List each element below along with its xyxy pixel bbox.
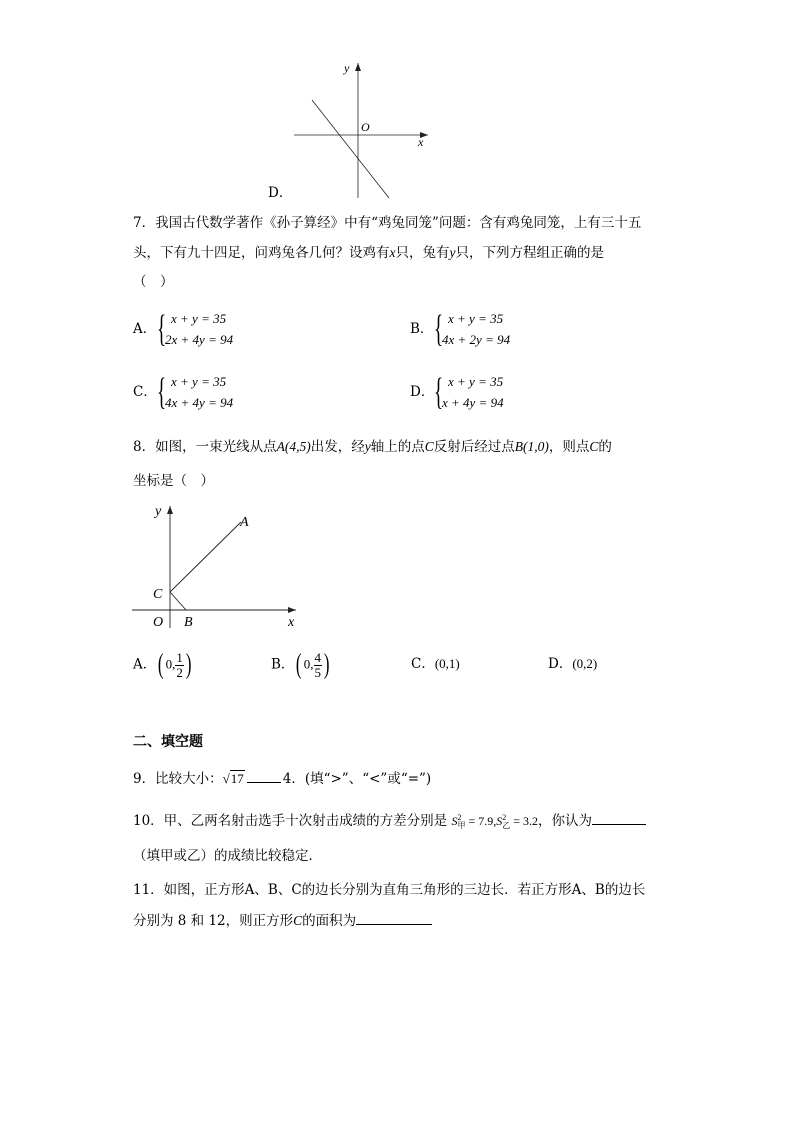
s-symbol: S	[451, 814, 458, 828]
equation-2: 4x + 4y = 94	[165, 395, 234, 410]
coord-x: 0,	[165, 656, 176, 672]
point-c: C	[424, 439, 434, 454]
right-paren: )	[323, 649, 330, 680]
equation-1: x + y = 35	[448, 311, 504, 326]
graph-line	[312, 100, 389, 198]
y-axis-arrow	[167, 506, 173, 514]
figure-d	[268, 58, 438, 203]
point-b: B(1,0)	[514, 439, 549, 454]
origin-label: O	[361, 120, 370, 134]
point-c-2: C	[589, 439, 599, 454]
q7-option-c[interactable]	[133, 372, 333, 412]
brace: {	[157, 371, 167, 413]
q7-option-a[interactable]	[133, 309, 333, 349]
q8-text-a: 8．如图，一束光线从点	[133, 439, 277, 455]
q8-text-b: 出发，经	[310, 439, 365, 455]
x-axis-label: x	[418, 135, 424, 149]
q11-line2	[133, 910, 432, 931]
denominator: 2	[176, 664, 183, 680]
q9-suffix: 4．(填“>”、“<”或“=”)	[282, 771, 432, 787]
answer-blank[interactable]	[592, 810, 646, 825]
q8-option-a[interactable]	[133, 650, 193, 682]
sub: 乙	[502, 821, 511, 831]
q11-text-a: 分别为 8 和 12，则正方形	[133, 913, 294, 929]
var-x: x	[389, 245, 396, 260]
fraction	[175, 651, 184, 680]
answer-blank[interactable]	[247, 768, 281, 783]
fraction	[314, 651, 323, 680]
q7-text-c: 只，下列方程组正确的是	[455, 245, 604, 261]
x-axis-arrow	[288, 607, 296, 613]
left-paren: (	[296, 649, 302, 680]
option-value: (0,1)	[434, 656, 460, 671]
brace: {	[434, 308, 444, 350]
q8-option-b[interactable]	[271, 650, 331, 682]
q8-text-f: 的	[598, 439, 612, 455]
sqrt: √17	[222, 771, 244, 786]
var-c: C	[293, 913, 303, 928]
brace: {	[157, 308, 167, 350]
q10-line2: （填甲或乙）的成绩比较稳定．	[133, 848, 322, 864]
q7-text-b: 只，兔有	[395, 245, 450, 261]
equation-1: x + y = 35	[171, 311, 227, 326]
option-label: C．	[133, 384, 157, 400]
point-c-label: C	[153, 587, 163, 602]
coord-x: 0,	[303, 656, 314, 672]
y-axis-arrow	[355, 63, 361, 71]
section-title: 二、填空题	[133, 734, 203, 750]
point-a-label: A	[240, 515, 249, 530]
q11-text-b: 的面积为	[302, 913, 357, 929]
q10-line1	[133, 810, 646, 831]
brace: {	[434, 371, 444, 413]
q8-line1	[133, 437, 612, 457]
s1-value: = 7.9,	[465, 814, 497, 828]
var-y: y	[364, 439, 371, 454]
s2-value: = 3.2	[510, 814, 539, 828]
point-a: A(4,5)	[276, 439, 311, 454]
equation-2: 2x + 4y = 94	[165, 332, 234, 347]
origin-label: O	[153, 615, 164, 630]
point-b-label: B	[184, 615, 193, 630]
q10-middle: ，你认为	[538, 813, 593, 829]
q7-line2	[133, 243, 604, 263]
sub: 甲	[457, 821, 466, 831]
q8-option-c[interactable]	[411, 654, 460, 674]
s-symbol: S	[496, 814, 503, 828]
q10-prefix: 10．甲、乙两名射击选手十次射击成绩的方差分别是	[133, 813, 448, 829]
q7-option-b[interactable]	[410, 309, 610, 349]
var-y: y	[449, 245, 456, 260]
ray-ac	[170, 522, 241, 592]
q9	[133, 768, 431, 789]
q7-line1: 7．我国古代数学著作《孙子算经》中有“鸡兔同笼”问题：含有鸡兔同笼，上有三十五	[133, 215, 642, 231]
right-paren: )	[185, 649, 192, 680]
q9-prefix: 9．比较大小：	[133, 771, 223, 787]
option-label: A．	[133, 321, 157, 337]
equation-1: x + y = 35	[171, 374, 227, 389]
variance-expression	[451, 813, 539, 831]
option-label: A．	[133, 656, 157, 673]
numerator: 4	[314, 649, 321, 665]
equation-2: x + 4y = 94	[442, 395, 504, 410]
option-label: D．	[410, 384, 435, 400]
q11-line1: 11．如图，正方形A、B、C的边长分别为直角三角形的三边长．若正方形A、B的边长	[133, 882, 646, 898]
x-label: x	[288, 615, 295, 630]
figure-d-graph	[268, 58, 438, 203]
option-label: B．	[410, 321, 434, 337]
equation-2: 4x + 2y = 94	[442, 332, 511, 347]
ray-cb	[170, 592, 186, 610]
radicand: 17	[230, 771, 244, 786]
option-label: C．	[411, 656, 435, 672]
y-axis-label: y	[344, 61, 350, 75]
sup: 2	[457, 813, 462, 823]
q7-paren: （ ）	[133, 274, 174, 290]
y-label: y	[155, 504, 162, 519]
q8-line2: 坐标是（ ）	[133, 473, 214, 489]
q8-text-e: ，则点	[548, 439, 590, 455]
option-label: B．	[271, 656, 295, 673]
sup: 2	[502, 813, 507, 823]
option-value: (0,2)	[572, 656, 598, 671]
denominator: 5	[314, 664, 321, 680]
left-paren: (	[158, 649, 164, 680]
option-d-label: D．	[268, 185, 293, 201]
answer-blank[interactable]	[356, 910, 432, 925]
equation-1: x + y = 35	[448, 374, 504, 389]
q8-text-c: 轴上的点	[370, 439, 425, 455]
numerator: 1	[176, 649, 183, 665]
q8-figure	[128, 500, 318, 630]
option-label: D．	[548, 656, 573, 672]
q7-option-d[interactable]	[410, 372, 610, 412]
q8-text-d: 反射后经过点	[433, 439, 515, 455]
q7-text-a: 头，下有九十四足，问鸡兔各几何？设鸡有	[133, 245, 390, 261]
q8-option-d[interactable]	[548, 654, 597, 674]
